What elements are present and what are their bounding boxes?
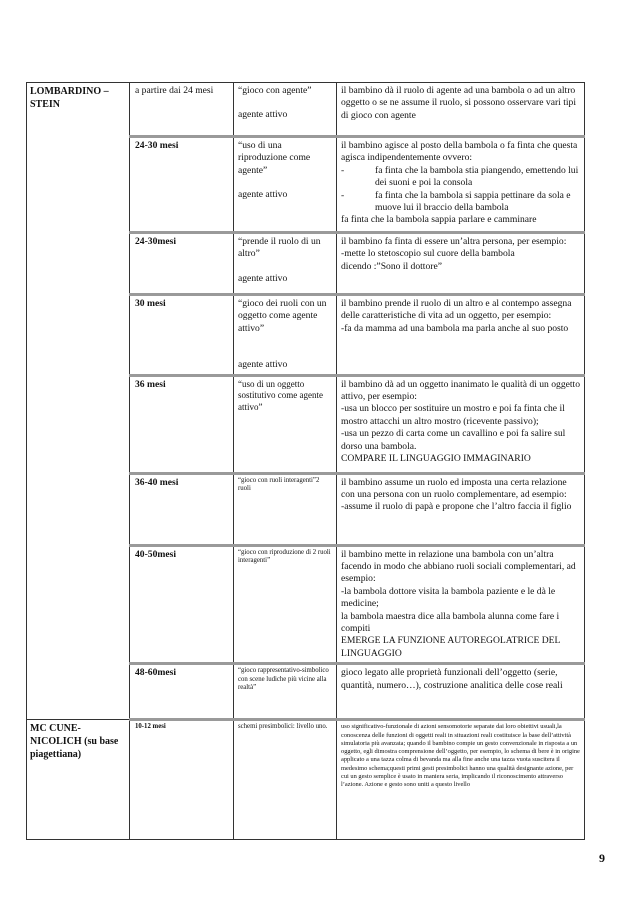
description-emphasis: EMERGE LA FUNZIONE AUTOREGOLATRICE DEL LINGUAGGIO [341,635,561,659]
agent-note: agente attivo [238,272,288,284]
description-line: -mette lo stetoscopio sul cuore della bambola [341,248,515,260]
game-type-cell: “gioco con ruoli interagenti”2 ruoli [234,473,337,545]
agent-note: agente attivo [238,109,288,121]
age-cell: 36-40 mesi [130,473,234,545]
description-outro: fa finta che la bambola sappia parlare e camminare [341,214,537,226]
description-bullet: - fa finta che la bambola si sappia pettinare da sola e muove lui il braccio della bambola [341,189,571,214]
description-cell: il bambino dà il ruolo di agente ad una bambola o ad un altro oggetto o se ne assume il ruolo, si possono osservare vari tipi di gioco con agente [337,83,585,137]
description-cell: uso significativo-funzionale di azioni sensomotorie separate dai loro obiettivi usuali,la conoscenza delle funzioni di oggetti reali in situazioni reali costituisce la base dell’attività simulatoria più avanzata; quando il bambino compie un gesto convenzionale in risposta a un oggetto, egli dimostra comprensione dell’oggetto, per esempio, lo schema di bere è in origine applicato a una tazza colma di bevanda ma alla fine anche una tazza vuota suscitera il medesimo schema;questi primi gesti presimbolici hanno una qualità designante azione, per cui un gesto semplice è usato in maniera seria, implicando il riconoscimento attraverso l’azione. Azione e gesto sono uniti a questo livello [337,720,585,840]
game-type-cell [234,295,337,376]
description-line: -usa un pezzo di carta come un cavallino e poi fa salire sul dorso una bambola. [341,428,566,452]
age-cell: 30 mesi [130,295,234,376]
description-line: il bambino prende il ruolo di un altro e al contempo assegna delle caratteristiche di vita ad un oggetto, per esempio: [341,298,572,322]
table-row [27,720,585,840]
game-type-cell: “gioco rappresentativo-simbolico con scene ludiche più vicine alla realtà” [234,664,337,720]
age-cell: 40-50mesi [130,545,234,664]
page-number: 9 [599,851,605,865]
description-line: -assume il ruolo di papà e propone che l’altro faccia il figlio [341,501,572,513]
game-type-cell [234,137,337,233]
description-cell [337,473,585,545]
description-cell [337,233,585,295]
game-label: “gioco con agente” [238,85,312,96]
description-line: il bambino assume un ruolo ed imposta una certa relazione con una persona con un ruolo complementare, ad esempio: [341,476,567,501]
description-emphasis: COMPARE IL LINGUAGGIO IMMAGINARIO [341,453,531,465]
development-table [26,82,585,840]
game-type-cell [234,375,337,473]
table-row [27,83,585,137]
description-line: il bambino fa finta di essere un’altra persona, per esempio: [341,236,567,247]
author-cell: LOMBARDINO – STEIN [27,83,130,720]
game-label: “uso di un oggetto sostitutivo come agente attivo” [238,378,323,412]
age-cell: 24-30 mesi [130,137,234,233]
description-line: -usa un blocco per sostituire un mostro e poi fa finta che il mostro attacchi un altro mostro (ricevente passivo); [341,403,565,427]
game-type-cell: “gioco con riproduzione di 2 ruoli interagenti” [234,545,337,664]
description-cell [337,375,585,473]
description-line: -la bambola dottore visita la bambola paziente e le dà le medicine; [341,585,556,610]
description-cell [337,545,585,664]
game-label: “prende il ruolo di un altro” [238,236,321,260]
description-line: il bambino mette in relazione una bambola con un’altra facendo in modo che abbiano ruoli sociali complementari, ad esempio: [341,548,576,585]
game-label: “gioco dei ruoli con un oggetto come agente attivo” [238,298,327,334]
description-bullet: - fa finta che la bambola stia piangendo, emettendo lui dei suoni e poi la consola [341,164,579,189]
description-line: -fa da mamma ad una bambola ma parla anche al suo posto [341,322,569,334]
age-cell: 48-60mesi [130,664,234,720]
age-cell: a partire dai 24 mesi [130,83,234,137]
age-cell: 10-12 mesi [130,720,234,840]
age-cell: 24-30mesi [130,233,234,295]
description-line: il bambino dà ad un oggetto inanimato le qualità di un oggetto attivo, per esempio: [341,378,580,403]
description-cell [337,295,585,376]
description-line: dicendo :”Sono il dottore” [341,260,442,272]
author-cell: MC CUNE-NICOLICH (su base piagettiana) [27,720,130,840]
game-label: “uso di una riproduzione come agente” [238,140,311,176]
description-intro: il bambino agisce al posto della bambola o fa finta che questa agisca indipendentemente ovvero: [341,140,578,164]
description-cell [337,137,585,233]
game-type-cell: schemi presimbolici: livello uno. [234,720,337,840]
agent-note: agente attivo [238,359,288,371]
game-type-cell [234,233,337,295]
game-type-cell [234,83,337,137]
description-cell: gioco legato alle proprietà funzionali dell’oggetto (serie, quantità, numero…), costruzione analitica delle cose reali [337,664,585,720]
description-line: la bambola maestra dice alla bambola alunna come fare i compiti [341,610,560,635]
agent-note: agente attivo [238,189,288,201]
age-cell: 36 mesi [130,375,234,473]
